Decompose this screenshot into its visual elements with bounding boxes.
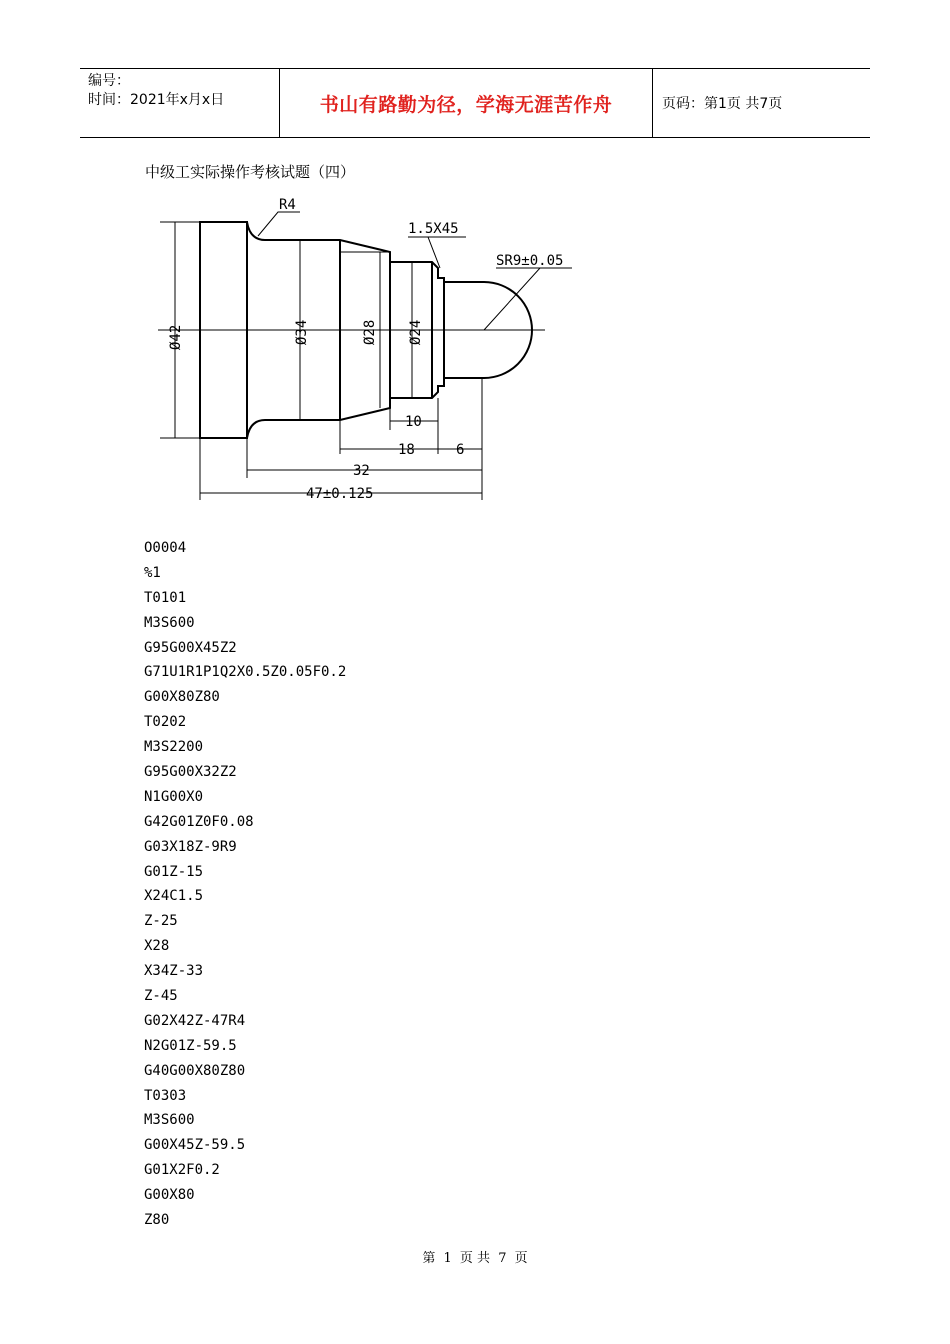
label-d28: Ø28 [362,319,378,345]
header-table [80,68,870,138]
program-line: G02X42Z-47R4 [144,1012,246,1029]
program-line: Z-25 [144,913,178,930]
footer-total: 7 [498,1251,507,1266]
label-len18: 18 [398,442,415,458]
program-line: %1 [144,564,161,581]
label-d34: Ø34 [294,319,310,345]
time-label: 时间：2021年x月x日 [88,92,225,108]
program-line: G03X18Z-9R9 [144,838,237,855]
program-line: G95G00X32Z2 [144,764,237,781]
label-d42: Ø42 [168,324,184,350]
program-line: Z-45 [144,988,178,1005]
program-line: G95G00X45Z2 [144,639,237,656]
program-line: X34Z-33 [144,963,204,980]
program-line: G00X45Z-59.5 [144,1137,246,1154]
exam-title: 中级工实际操作考核试题（四） [145,163,356,181]
program-line: T0202 [144,714,187,731]
nc-program [144,536,346,1233]
program-line: Z80 [144,1212,170,1229]
program-line: M3S600 [144,614,195,631]
program-line: G71U1R1P1Q2X0.5Z0.05F0.2 [144,664,347,681]
program-line: G01X2F0.2 [144,1162,220,1179]
program-line: G01Z-15 [144,863,204,880]
program-line: G00X80Z80 [144,689,220,706]
program-line: O0004 [144,540,187,556]
length-dims [200,421,482,493]
label-r4: R4 [279,197,296,213]
footer-mid: 页 共 [459,1251,491,1266]
label-len6: 6 [456,442,465,458]
program-line: G00X80 [144,1187,195,1204]
program-line: N1G00X0 [144,788,204,805]
page-footer [0,1247,950,1266]
number-label: 编号： [88,73,130,89]
footer-prefix: 第 [422,1251,436,1266]
program-line: M3S600 [144,1112,195,1129]
label-len32: 32 [353,463,370,479]
program-line: X28 [144,938,170,955]
label-len47: 47±0.125 [306,486,374,502]
footer-suffix: 页 [514,1251,528,1266]
header-left-cell [80,69,280,137]
label-sr: SR9±0.05 [496,253,564,269]
program-line: X24C1.5 [144,888,204,905]
program-line: N2G01Z-59.5 [144,1037,237,1054]
label-d24: Ø24 [408,319,424,345]
label-len10: 10 [405,414,422,430]
program-line: M3S2200 [144,739,204,756]
header-motto: 书山有路勤为径，学海无涯苦作舟 [280,69,653,137]
header-page-info: 页码：第1页 共7页 [662,96,783,112]
program-line: G42G01Z0F0.08 [144,813,254,830]
part-drawing [150,190,590,510]
program-line: T0303 [144,1087,187,1104]
program-line: T0101 [144,589,187,606]
label-chamfer: 1.5X45 [408,221,459,237]
footer-page: 1 [443,1251,452,1266]
program-line: G40G00X80Z80 [144,1062,246,1079]
